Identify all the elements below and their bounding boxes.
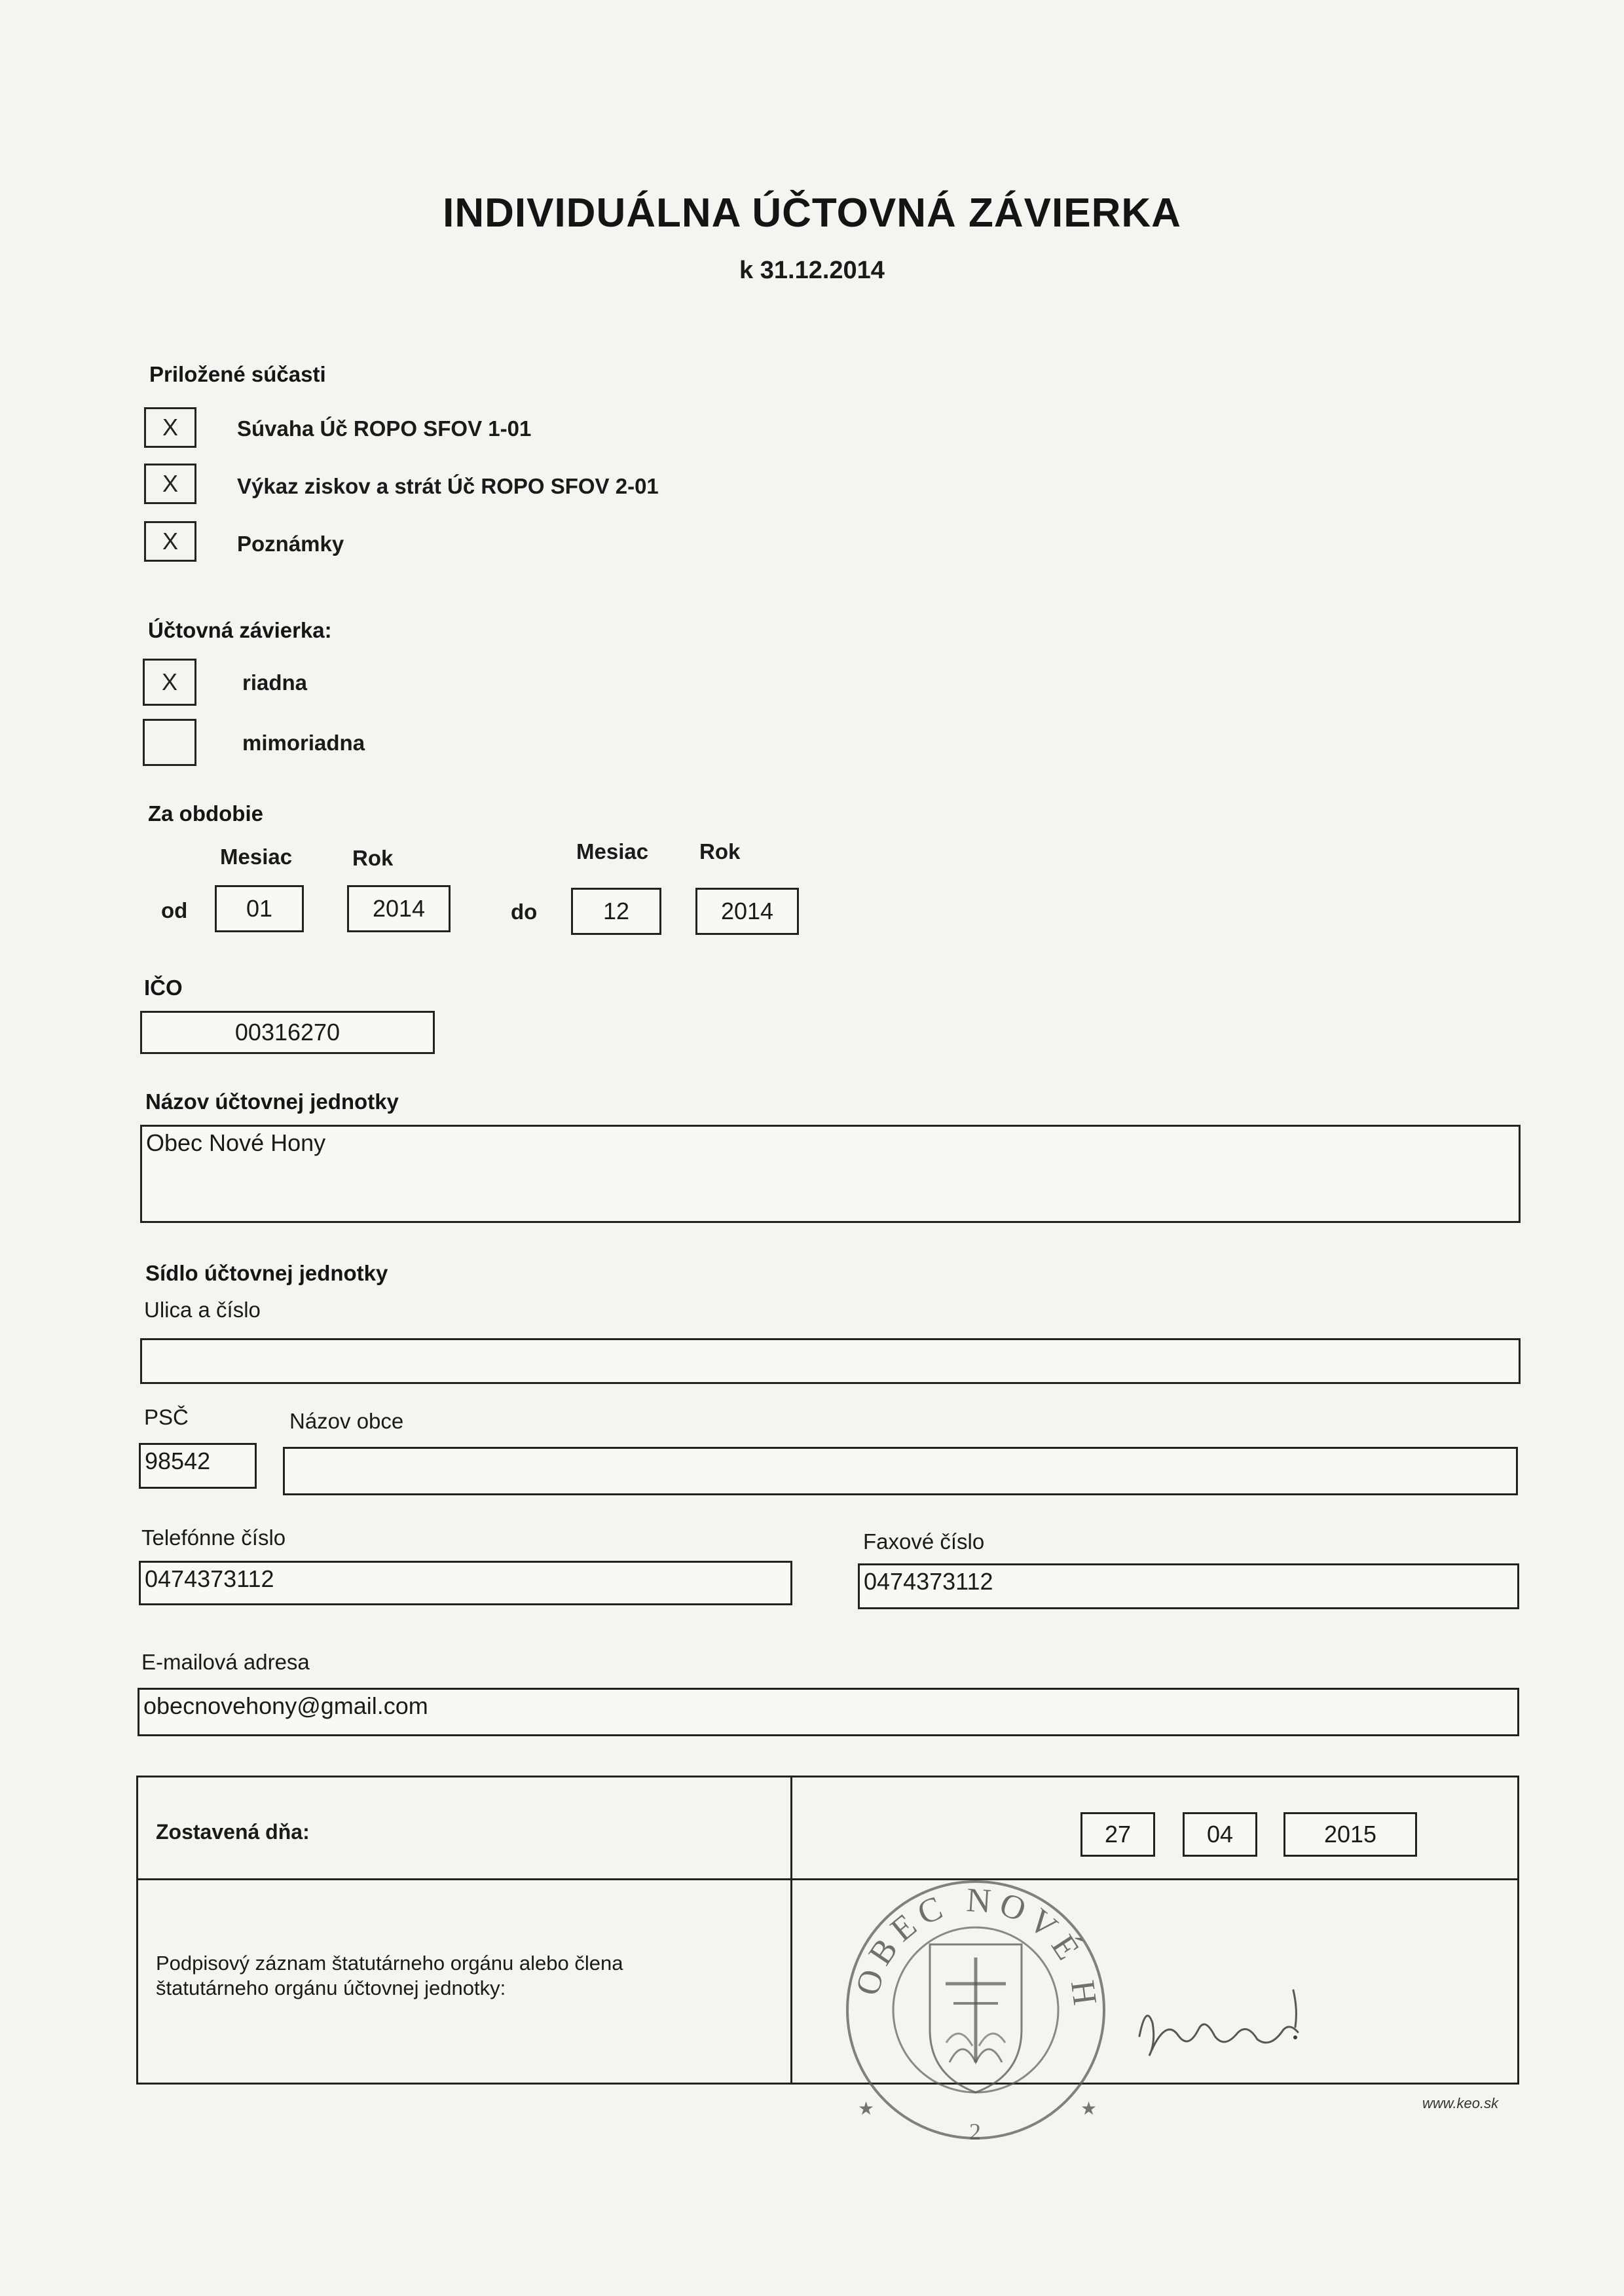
street-label: Ulica a číslo xyxy=(144,1298,261,1322)
period-from-label: od xyxy=(161,898,188,922)
attachments-label: Priložené súčasti xyxy=(149,362,326,386)
compiled-day-field[interactable]: 27 xyxy=(1080,1812,1155,1857)
stamp-seal-icon xyxy=(832,1866,1120,2154)
email-label: E-mailová adresa xyxy=(141,1650,310,1674)
compiled-month-field[interactable]: 04 xyxy=(1183,1812,1257,1857)
psc-field[interactable]: 98542 xyxy=(139,1443,257,1489)
attachment-label-balance: Súvaha Úč ROPO SFOV 1-01 xyxy=(237,416,532,441)
compiled-label: Zostavená dňa: xyxy=(156,1820,310,1844)
svg-text:OBEC NOVÉ HONY xyxy=(832,1866,1104,2014)
town-field[interactable] xyxy=(283,1447,1518,1495)
period-to-month-label: Mesiac xyxy=(576,839,649,864)
signature-label: Podpisový záznam štatutárneho orgánu alebo člena štatutárneho orgánu účtovnej jednotky: xyxy=(156,1952,623,1999)
stamp-text: OBEC NOVÉ H xyxy=(849,1881,1105,2014)
svg-text:★: ★ xyxy=(858,2098,875,2119)
phone-field[interactable]: 0474373112 xyxy=(139,1561,792,1605)
period-label: Za obdobie xyxy=(148,801,263,826)
town-label: Názov obce xyxy=(289,1409,404,1433)
unit-name-label: Názov účtovnej jednotky xyxy=(145,1089,399,1114)
fax-label: Faxové číslo xyxy=(863,1529,985,1554)
unit-name-field[interactable]: Obec Nové Hony xyxy=(140,1125,1521,1223)
phone-label: Telefónne číslo xyxy=(141,1525,286,1550)
period-to-label: do xyxy=(511,900,538,924)
fax-field[interactable]: 0474373112 xyxy=(858,1563,1519,1609)
closing-label-extraordinary: mimoriadna xyxy=(242,731,365,755)
attachment-label-notes: Poznámky xyxy=(237,532,344,556)
page-title: INDIVIDUÁLNA ÚČTOVNÁ ZÁVIERKA xyxy=(443,191,1181,236)
email-field[interactable]: obecnovehony@gmail.com xyxy=(138,1688,1519,1736)
svg-text:★: ★ xyxy=(1080,2098,1098,2119)
stamp-number: 2 xyxy=(969,2119,981,2145)
closing-checkbox-extraordinary[interactable] xyxy=(143,719,196,766)
attachment-checkbox-income[interactable]: X xyxy=(144,464,196,504)
ico-label: IČO xyxy=(144,975,183,1000)
compiled-year-field[interactable]: 2015 xyxy=(1283,1812,1417,1857)
official-stamp xyxy=(832,1866,1120,2154)
handwritten-signature xyxy=(1126,1977,1323,2075)
period-from-month-label: Mesiac xyxy=(220,845,293,869)
attachment-checkbox-balance[interactable]: X xyxy=(144,407,196,448)
period-from-month-field[interactable]: 01 xyxy=(215,885,304,932)
attachment-label-income: Výkaz ziskov a strát Úč ROPO SFOV 2-01 xyxy=(237,474,659,498)
period-from-year-field[interactable]: 2014 xyxy=(347,885,451,932)
period-from-year-label: Rok xyxy=(352,846,394,870)
seat-label: Sídlo účtovnej jednotky xyxy=(145,1261,388,1285)
psc-label: PSČ xyxy=(144,1405,189,1429)
table-horizontal-divider xyxy=(138,1878,1517,1880)
closing-checkbox-regular[interactable]: X xyxy=(143,659,196,706)
closing-type-label: Účtovná závierka: xyxy=(148,618,332,642)
period-to-month-field[interactable]: 12 xyxy=(571,888,661,935)
street-field[interactable] xyxy=(140,1338,1521,1384)
period-to-year-label: Rok xyxy=(699,839,741,864)
footer-url: www.keo.sk xyxy=(1422,2095,1499,2111)
ico-field[interactable]: 00316270 xyxy=(140,1011,435,1054)
page-subtitle: k 31.12.2014 xyxy=(739,257,885,284)
period-to-year-field[interactable]: 2014 xyxy=(695,888,799,935)
closing-label-regular: riadna xyxy=(242,670,308,695)
table-vertical-divider xyxy=(790,1777,792,2083)
attachment-checkbox-notes[interactable]: X xyxy=(144,521,196,562)
